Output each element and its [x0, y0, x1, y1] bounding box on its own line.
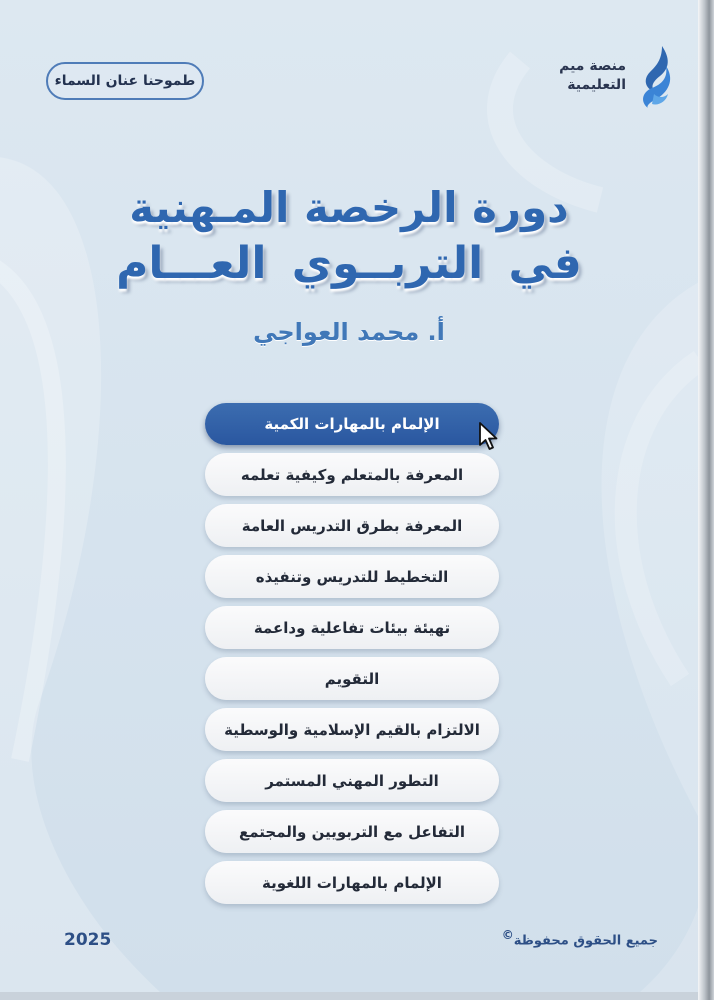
topic-label: التطور المهني المستمر	[265, 771, 439, 790]
topic-label: الالتزام بالقيم الإسلامية والوسطية	[224, 720, 480, 739]
motto-badge: طموحنا عنان السماء	[46, 62, 204, 100]
topic-item[interactable]	[205, 759, 499, 802]
topic-label: المعرفة بالمتعلم وكيفية تعلمه	[240, 465, 464, 484]
rights-text: جميع الحقوق محفوظة	[513, 933, 658, 948]
copyright-notice	[502, 928, 658, 948]
copyright-symbol: ©	[501, 927, 514, 942]
topic-label: المعرفة بطرق التدريس العامة	[241, 516, 463, 535]
meem-flame-icon	[636, 44, 676, 108]
logo-text	[559, 57, 626, 95]
topic-item[interactable]	[205, 810, 499, 853]
title-line2: في التربــوي العـــام	[116, 238, 582, 289]
topic-label: الإلمام بالمهارات الكمية	[264, 415, 440, 433]
logo-line1: منصة ميم	[559, 58, 626, 74]
topic-item[interactable]	[205, 861, 499, 904]
topic-item[interactable]	[205, 555, 499, 598]
topic-label: تهيئة بيئات تفاعلية وداعمة	[253, 618, 451, 637]
topics-list	[205, 403, 499, 904]
platform-logo	[559, 44, 676, 108]
topic-label: التخطيط للتدريس وتنفيذه	[255, 567, 449, 586]
course-title	[0, 180, 698, 292]
topic-item[interactable]	[205, 504, 499, 547]
topic-item[interactable]	[205, 606, 499, 649]
topic-item[interactable]	[205, 708, 499, 751]
topic-label: التفاعل مع التربويين والمجتمع	[238, 822, 466, 841]
topic-item-quantitative-skills[interactable]	[205, 403, 499, 445]
title-line1: دورة الرخصة المـهنية	[129, 183, 569, 232]
logo-line2: التعليمية	[567, 77, 626, 93]
author-name: أ. محمد العواجي	[253, 318, 445, 346]
topic-item[interactable]	[205, 453, 499, 496]
topic-label: الإلمام بالمهارات اللغوية	[262, 873, 442, 892]
publication-year: 2025	[64, 930, 112, 950]
binder-edge	[698, 0, 714, 1000]
mouse-cursor-icon	[477, 421, 501, 451]
topic-item[interactable]	[205, 657, 499, 700]
topic-label: التقويم	[324, 669, 380, 688]
